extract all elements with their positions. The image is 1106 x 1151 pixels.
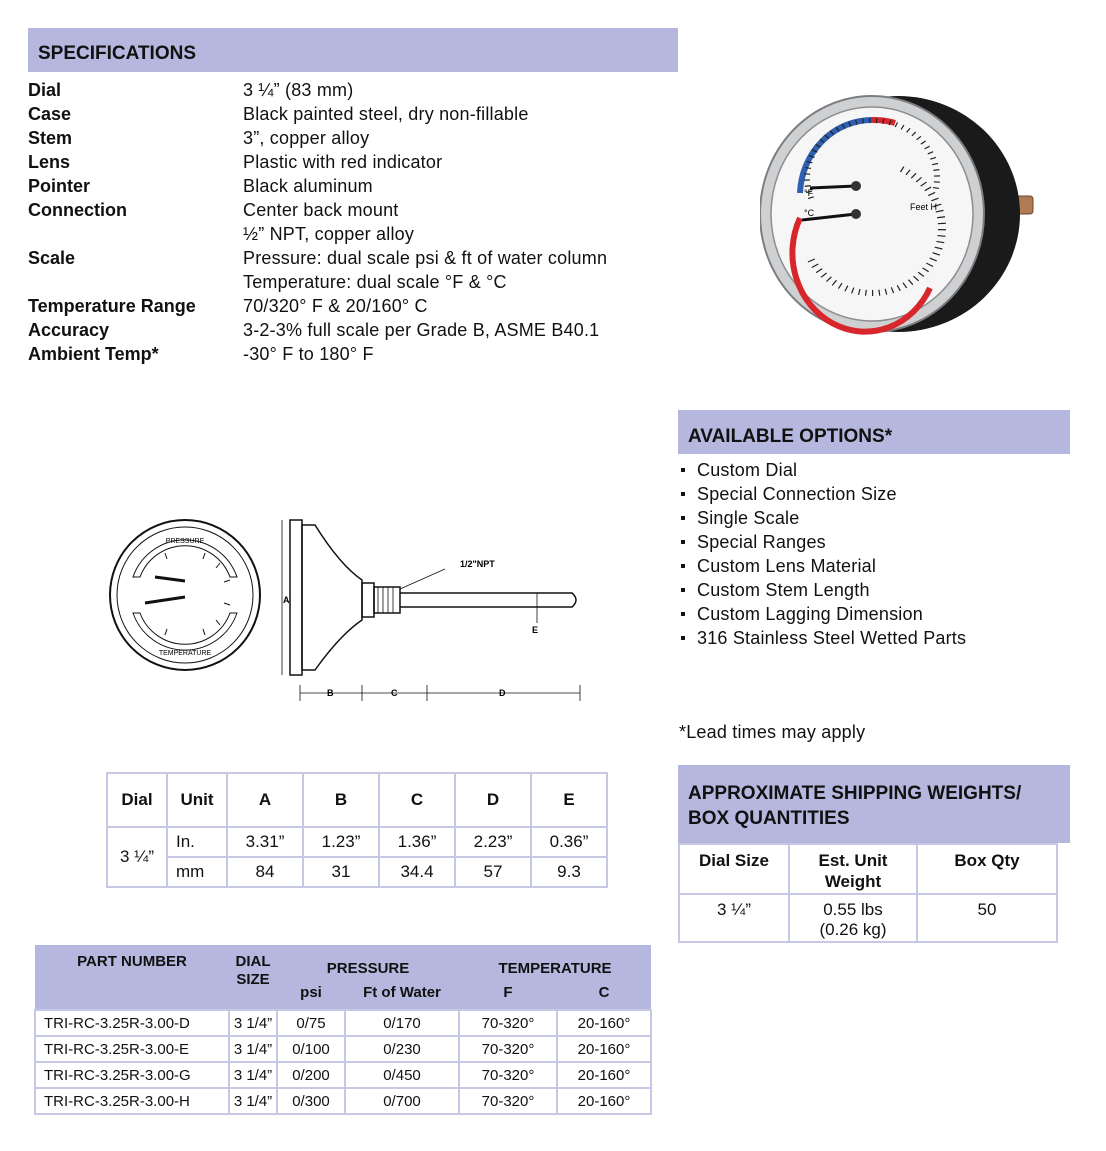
spec-label: Lens	[28, 152, 71, 172]
front-temperature-band	[133, 613, 237, 650]
part-number-cell: TRI-RC-3.25R-3.00-H	[35, 1088, 229, 1114]
dial-size-cell: 3 1/4”	[229, 1088, 277, 1114]
spec-label: Stem	[28, 128, 73, 148]
lead-time-note: *Lead times may apply	[679, 722, 866, 742]
dim-unit-cell: In.	[167, 827, 227, 857]
ft-water-cell: 0/170	[345, 1010, 459, 1036]
front-pointer-1	[155, 577, 185, 581]
spec-value: Center back mount	[243, 200, 399, 220]
spec-label: Pointer	[28, 176, 91, 196]
option-item: Special Ranges	[678, 530, 966, 554]
ship-header-qty: Box Qty	[917, 844, 1057, 894]
pressure-header: PRESSURE	[277, 945, 459, 977]
table-row	[35, 1088, 651, 1114]
ship-weight-lbs: 0.55 lbs	[823, 900, 883, 919]
spec-label: Accuracy	[28, 320, 110, 340]
ship-header-weight-line1: Est. Unit	[818, 851, 888, 870]
dim-b-label: B	[327, 688, 334, 698]
front-pointer-2	[145, 597, 185, 603]
part-number-cell: TRI-RC-3.25R-3.00-E	[35, 1036, 229, 1062]
spec-label: Connection	[28, 200, 127, 220]
temp-c-label: °C	[804, 208, 815, 218]
ship-dial-cell: 3 ¼”	[679, 894, 789, 942]
dim-dial-cell: 3 ¼”	[107, 827, 167, 887]
dimension-drawing	[100, 505, 600, 715]
pressure-pointer	[810, 186, 856, 188]
dim-value-cell: 3.31”	[227, 827, 303, 857]
options-list	[678, 458, 966, 650]
spec-label: Temperature Range	[28, 296, 196, 316]
dim-header-cell: B	[303, 773, 379, 827]
front-ticks	[165, 553, 230, 635]
spec-value: 3 ¼” (83 mm)	[243, 80, 354, 100]
dial-size-cell: 3 1/4”	[229, 1062, 277, 1088]
spec-value: -30° F to 180° F	[243, 344, 374, 364]
part-number-table	[34, 945, 652, 1115]
side-case	[302, 525, 362, 670]
thread-lines	[378, 587, 393, 613]
temp-c-cell: 20-160°	[557, 1010, 651, 1036]
dimension-table	[106, 772, 608, 888]
spec-label: Dial	[28, 80, 62, 100]
temp-f-cell: 70-320°	[459, 1010, 557, 1036]
shipping-table-header	[679, 844, 1057, 894]
dim-header-cell: E	[531, 773, 607, 827]
psi-cell: 0/75	[277, 1010, 345, 1036]
dim-value-cell: 9.3	[531, 857, 607, 887]
pressure-hub	[851, 181, 861, 191]
spec-value: ½” NPT, copper alloy	[243, 224, 415, 244]
front-view-inner	[117, 527, 253, 663]
table-row	[107, 857, 607, 887]
dim-value-cell: 1.23”	[303, 827, 379, 857]
part-number-cell: TRI-RC-3.25R-3.00-D	[35, 1010, 229, 1036]
side-hex	[362, 583, 374, 617]
options-header	[678, 410, 1070, 454]
spec-value: 3”, copper alloy	[243, 128, 370, 148]
table-row	[35, 1036, 651, 1062]
spec-value: Temperature: dual scale °F & °C	[243, 272, 507, 292]
dimension-table-header	[107, 773, 607, 827]
face-bottom-label: TEMPERATURE	[158, 650, 212, 657]
temperature-hub	[851, 209, 861, 219]
dial-size-cell: 3 1/4”	[229, 1010, 277, 1036]
spec-value: Black painted steel, dry non-fillable	[243, 104, 529, 124]
part-number-cell: TRI-RC-3.25R-3.00-G	[35, 1062, 229, 1088]
ship-weight-cell	[789, 894, 917, 942]
temp-c-header: C	[557, 977, 651, 1010]
spec-label: Case	[28, 104, 72, 124]
temp-f-cell: 70-320°	[459, 1036, 557, 1062]
ft-water-cell: 0/700	[345, 1088, 459, 1114]
spec-label: Scale	[28, 248, 76, 268]
npt-label: 1/2"NPT	[460, 559, 495, 569]
side-bezel	[290, 520, 302, 675]
dim-c-label: C	[391, 688, 398, 698]
ship-header-weight	[789, 844, 917, 894]
dim-unit-cell: mm	[167, 857, 227, 887]
spec-value: Black aluminum	[243, 176, 373, 196]
temp-f-label: °F	[804, 188, 814, 198]
dim-value-cell: 34.4	[379, 857, 455, 887]
dim-e-label: E	[532, 625, 539, 635]
dial-size-header	[229, 945, 277, 1010]
option-item: Single Scale	[678, 506, 966, 530]
dim-header-cell: A	[227, 773, 303, 827]
spec-value: 70/320° F & 20/160° C	[243, 296, 428, 316]
part-number-header: PART NUMBER	[35, 945, 229, 1010]
part-header-row-1	[35, 945, 651, 977]
shipping-title-line2: BOX QUANTITIES	[688, 808, 850, 829]
option-item: Custom Lagging Dimension	[678, 602, 966, 626]
side-stem	[400, 593, 576, 607]
ft-water-cell: 0/230	[345, 1036, 459, 1062]
table-row	[107, 827, 607, 857]
psi-cell: 0/300	[277, 1088, 345, 1114]
temp-f-header: F	[459, 977, 557, 1010]
dim-value-cell: 2.23”	[455, 827, 531, 857]
option-item: Custom Stem Length	[678, 578, 966, 602]
ship-header-weight-line2: Weight	[824, 872, 882, 891]
temp-c-cell: 20-160°	[557, 1036, 651, 1062]
table-row	[35, 1062, 651, 1088]
face-top-label: PRESSURE	[165, 538, 205, 545]
ft-water-header: Ft of Water	[345, 977, 459, 1010]
part-rows	[35, 1010, 651, 1114]
temperature-header: TEMPERATURE	[459, 945, 651, 977]
npt-leader	[400, 569, 445, 589]
gauge-photo	[760, 88, 1040, 338]
feet-label: Feet H	[910, 202, 938, 212]
dim-value-cell: 84	[227, 857, 303, 887]
dim-header-cell: D	[455, 773, 531, 827]
psi-cell: 0/100	[277, 1036, 345, 1062]
ship-header-dial: Dial Size	[679, 844, 789, 894]
ship-qty-cell: 50	[917, 894, 1057, 942]
ft-water-cell: 0/450	[345, 1062, 459, 1088]
spec-value: Plastic with red indicator	[243, 152, 443, 172]
option-item: Custom Dial	[678, 458, 966, 482]
option-item: 316 Stainless Steel Wetted Parts	[678, 626, 966, 650]
psi-cell: 0/200	[277, 1062, 345, 1088]
shipping-title-line1: APPROXIMATE SHIPPING WEIGHTS/	[688, 783, 1022, 804]
dim-d-label: D	[499, 688, 506, 698]
ship-weight-kg: (0.26 kg)	[819, 920, 887, 939]
specifications-header	[28, 28, 678, 72]
front-pressure-band	[133, 540, 237, 577]
options-title: AVAILABLE OPTIONS*	[688, 426, 893, 447]
dim-value-cell: 57	[455, 857, 531, 887]
temp-f-cell: 70-320°	[459, 1062, 557, 1088]
dial-size-header-line2: SIZE	[236, 971, 270, 988]
table-row	[679, 894, 1057, 942]
psi-header: psi	[277, 977, 345, 1010]
shipping-header	[678, 765, 1070, 843]
dial-size-cell: 3 1/4”	[229, 1036, 277, 1062]
dim-a-label: A	[283, 595, 290, 605]
table-row	[35, 1010, 651, 1036]
option-item: Custom Lens Material	[678, 554, 966, 578]
dim-value-cell: 0.36”	[531, 827, 607, 857]
option-item: Special Connection Size	[678, 482, 966, 506]
dim-header-cell: Dial	[107, 773, 167, 827]
temp-f-cell: 70-320°	[459, 1088, 557, 1114]
dial-size-header-line1: DIAL	[235, 953, 271, 970]
spec-label: Ambient Temp*	[28, 344, 159, 364]
dim-header-cell: C	[379, 773, 455, 827]
shipping-table	[678, 843, 1058, 943]
temp-c-cell: 20-160°	[557, 1062, 651, 1088]
spec-value: Pressure: dual scale psi & ft of water column	[243, 248, 608, 268]
specifications-title: SPECIFICATIONS	[38, 43, 196, 64]
dim-header-cell: Unit	[167, 773, 227, 827]
temp-c-cell: 20-160°	[557, 1088, 651, 1114]
dim-value-cell: 31	[303, 857, 379, 887]
dim-value-cell: 1.36”	[379, 827, 455, 857]
spec-value: 3-2-3% full scale per Grade B, ASME B40.1	[243, 320, 600, 340]
